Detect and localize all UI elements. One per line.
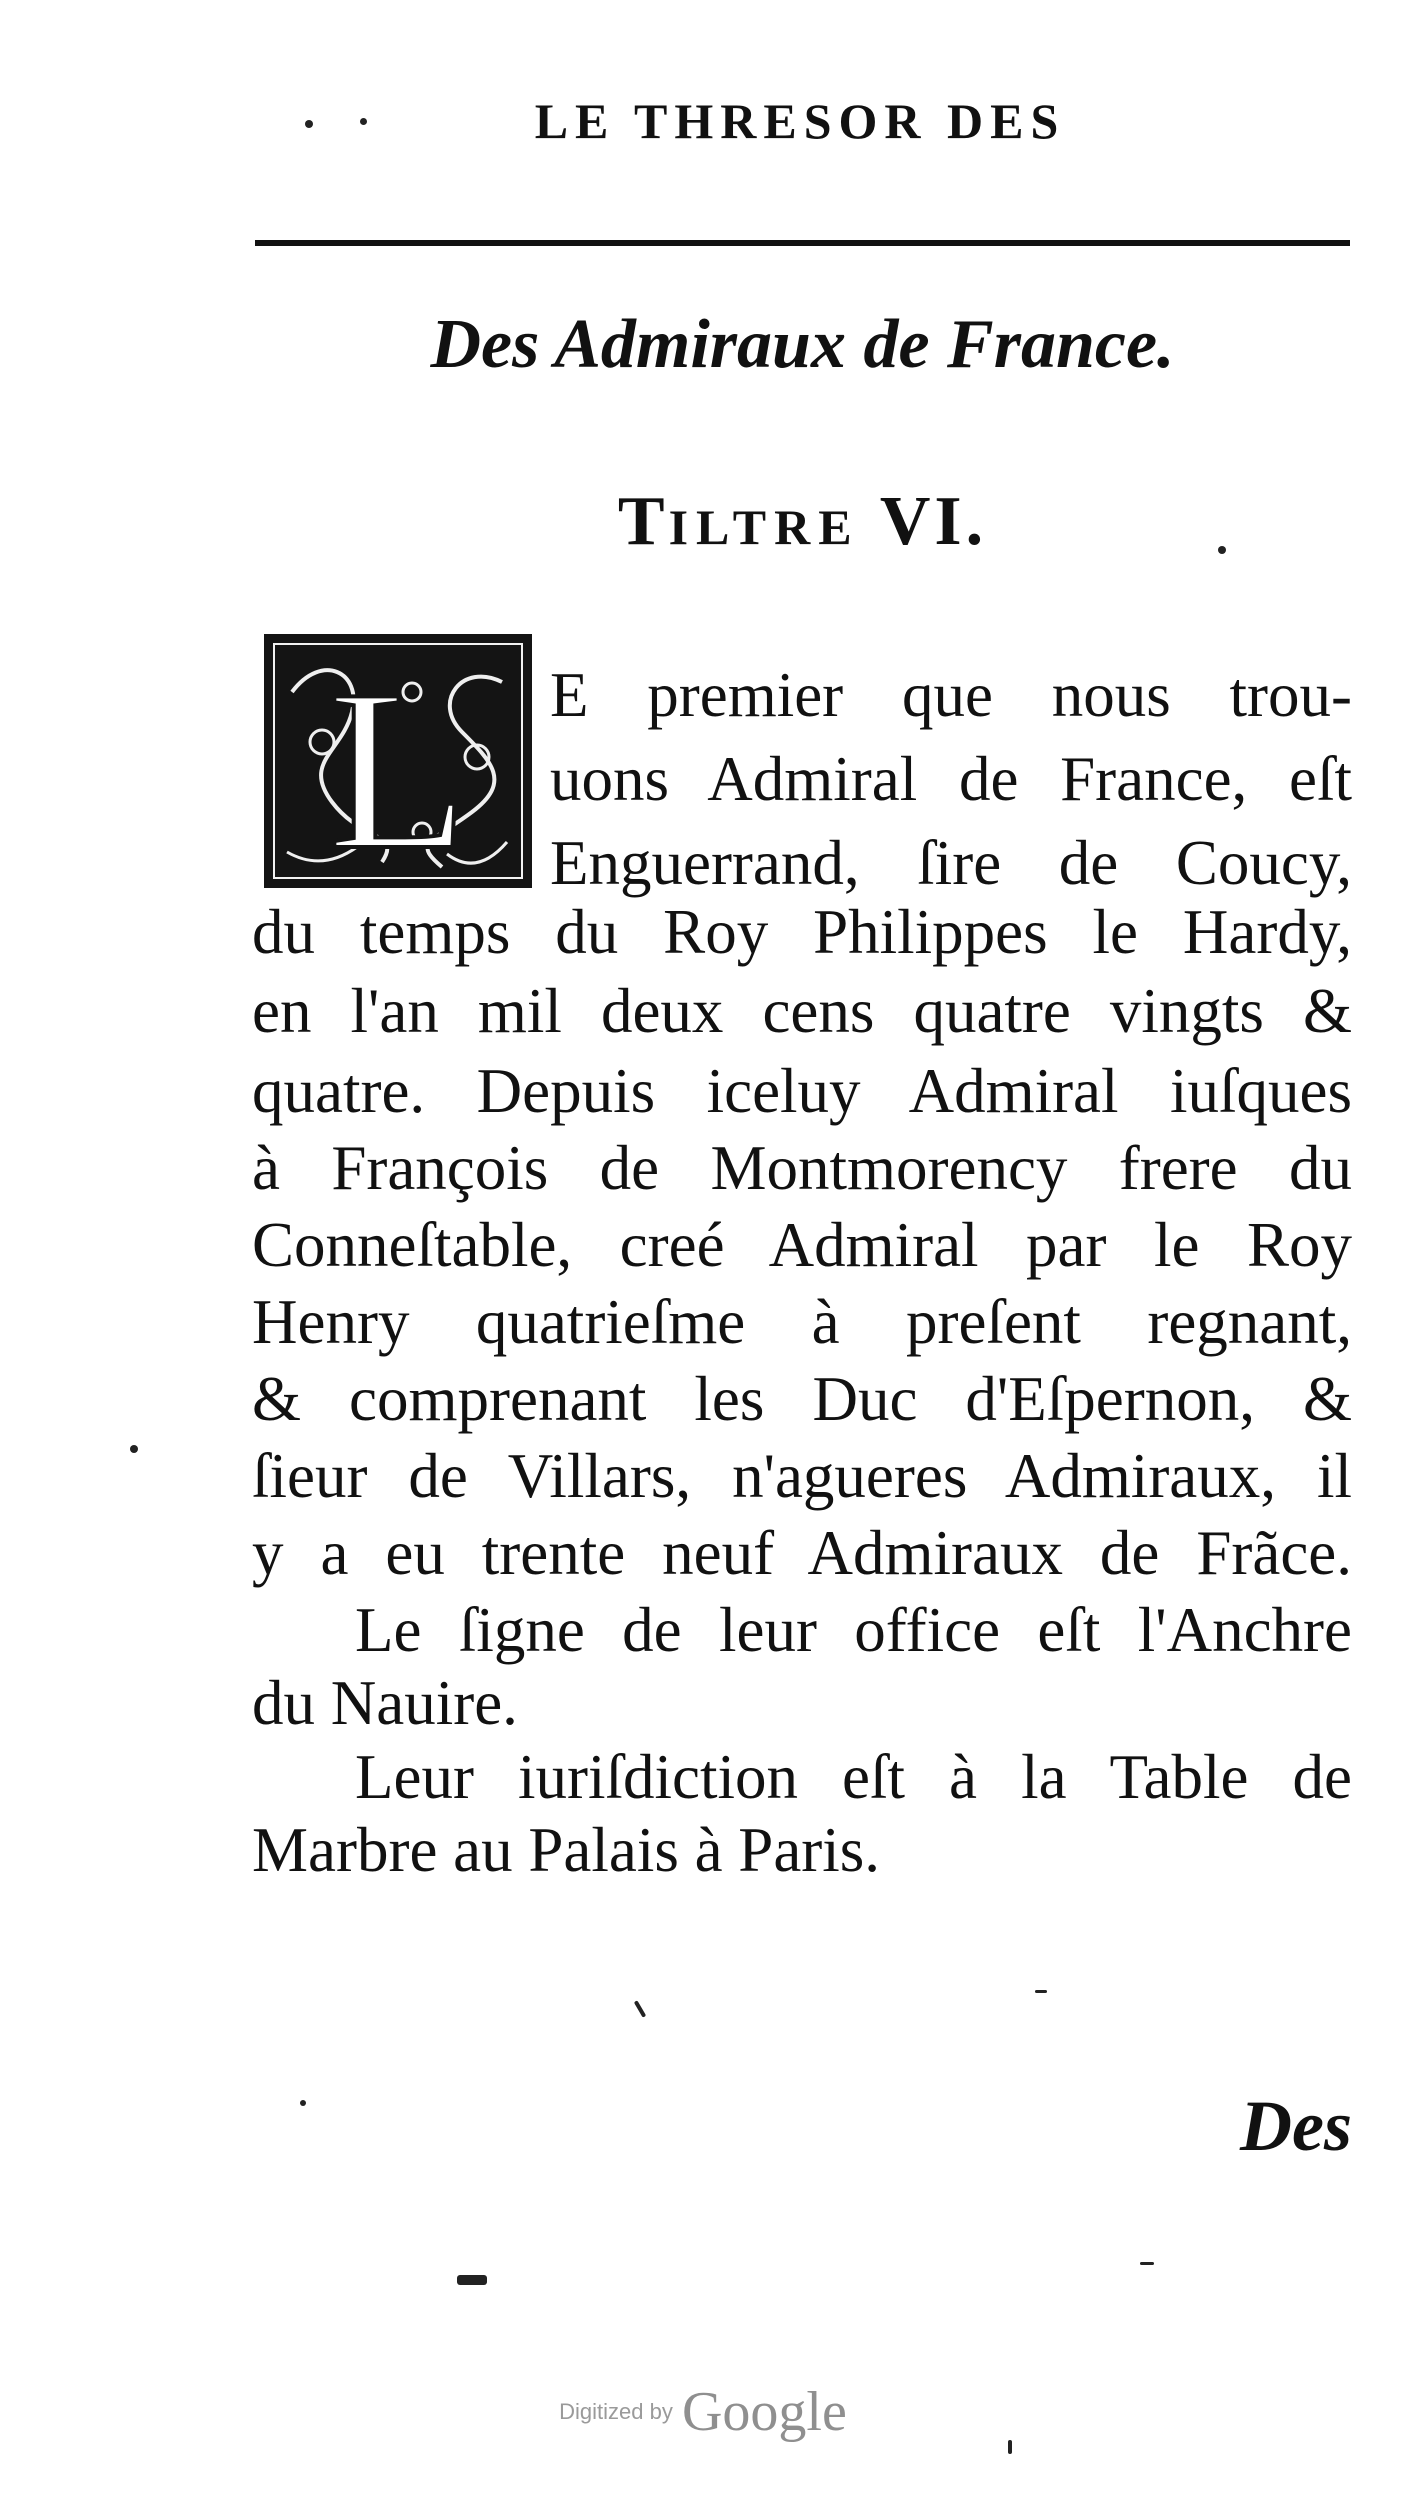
- chapter-title: [255, 482, 1350, 562]
- ornamental-drop-cap: [262, 632, 534, 890]
- ink-speck: [457, 2275, 487, 2285]
- drop-cap-letter: L: [327, 642, 469, 890]
- running-head: LE THRESOR DES: [534, 93, 1066, 149]
- body-line: du Nauire.: [252, 1668, 518, 1738]
- chapter-title-cap: T: [617, 483, 669, 560]
- catchword: Des: [1240, 2086, 1352, 2166]
- body-line: Henry quatrieſme à preſent regnant,: [252, 1287, 1352, 1357]
- chapter-title-number: VI.: [879, 483, 988, 560]
- ink-speck: [1035, 1990, 1047, 1993]
- chapter-title-rest: ILTRE: [668, 499, 860, 555]
- body-line: quatre. Depuis iceluy Admiral iuſques: [252, 1056, 1352, 1126]
- header-rule: [255, 240, 1350, 246]
- body-line: Conneſtable, creé Admiral par le Roy: [252, 1210, 1352, 1280]
- digitization-watermark: [0, 2380, 1406, 2444]
- body-line: Enguerrand, ſire de Coucy,: [550, 828, 1352, 898]
- body-line: Marbre au Palais à Paris.: [252, 1815, 881, 1885]
- ink-speck: [1140, 2262, 1154, 2265]
- ink-speck: [634, 2000, 646, 2018]
- body-line: uons Admiral de France, eſt: [550, 744, 1352, 814]
- body-line: Le ſigne de leur office eſt l'Anchre: [355, 1595, 1352, 1665]
- body-line: y a eu trente neuf Admiraux de Frãce.: [252, 1518, 1352, 1588]
- ink-speck: [360, 118, 367, 125]
- ink-speck: [1218, 546, 1226, 554]
- ink-speck: [305, 120, 313, 128]
- body-line: & comprenant les Duc d'Eſpernon, &: [252, 1364, 1352, 1434]
- body-line: Leur iuriſdiction eſt à la Table de: [355, 1742, 1352, 1812]
- body-line: du temps du Roy Philippes le Hardy,: [252, 897, 1352, 967]
- ink-speck: [300, 2100, 306, 2106]
- body-line: E premier que nous trou-: [550, 660, 1352, 730]
- body-line: à François de Montmorency frere du: [252, 1133, 1352, 1203]
- ink-speck: [1008, 2440, 1012, 2454]
- google-wordmark: Google: [681, 2381, 847, 2443]
- body-line: en l'an mil deux cens quatre vingts &: [252, 976, 1352, 1046]
- section-heading: Des Admiraux de France.: [430, 306, 1175, 383]
- digitized-by-label: Digitized by: [559, 2399, 673, 2424]
- body-line: ſieur de Villars, n'agueres Admiraux, il: [252, 1441, 1352, 1511]
- ink-speck: [130, 1445, 138, 1453]
